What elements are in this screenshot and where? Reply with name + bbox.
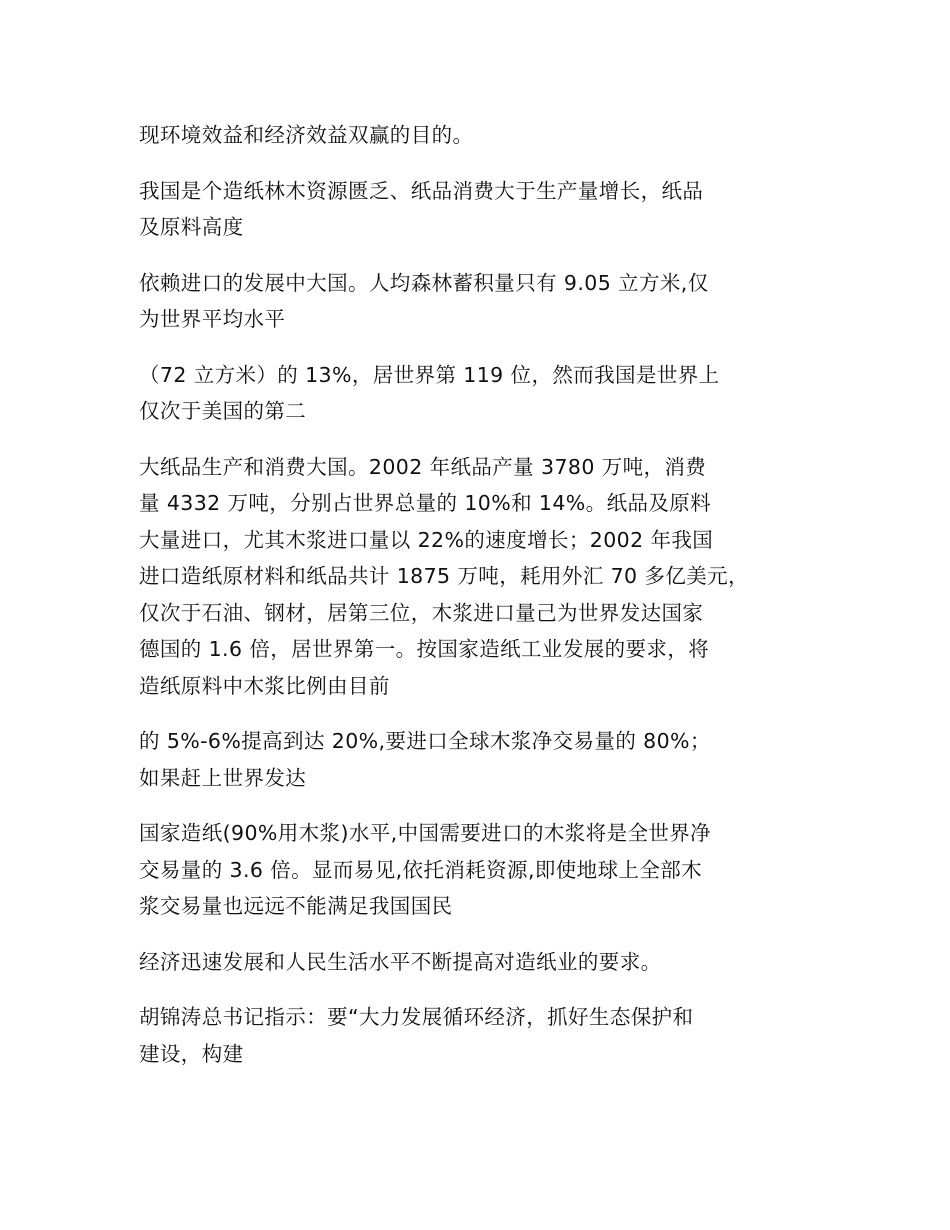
text-line: 国家造纸(90%用木浆)水平,中国需要进口的木浆将是全世界净 [139, 821, 712, 845]
text-line: 大量进口，尤其木浆进口量以 22%的速度增长；2002 年我国 [139, 527, 714, 552]
paragraph-2 [139, 173, 839, 246]
text-line: 建设，构建 [139, 1041, 244, 1066]
text-line: 量 4332 万吨，分别占世界总量的 10%和 14%。纸品及原料 [139, 491, 712, 515]
text-line: 如果赶上世界发达 [139, 765, 307, 790]
text-line: 浆交易量也远远不能满足我国国民 [139, 894, 453, 918]
text-line: 为世界平均水平 [139, 307, 286, 331]
text-line: 胡锦涛总书记指示：要“大力发展循环经济，抓好生态保护和 [139, 1005, 694, 1029]
paragraph-7 [139, 815, 839, 925]
text-line: 进口造纸原材料和纸品共计 1875 万吨，耗用外汇 70 多亿美元， [139, 564, 749, 588]
text-line: 仅次于美国的第二 [139, 399, 307, 423]
text-line: 造纸原料中木浆比例由目前 [139, 673, 390, 698]
paragraph-6 [139, 723, 839, 796]
text-line: 及原料高度 [139, 215, 244, 239]
text-line: 仅次于石油、钢材，居第三位，木浆进口量己为世界发达国家 [139, 600, 704, 625]
paragraph-8 [139, 944, 839, 981]
paragraph-3 [139, 265, 839, 338]
text-line: 德国的 1.6 倍，居世界第一。按国家造纸工业发展的要求，将 [139, 637, 710, 661]
paragraph-5 [139, 449, 839, 705]
paragraph-9 [139, 999, 839, 1072]
text-line: （72 立方米）的 13%，居世界第 119 位，然而我国是世界上 [139, 362, 720, 387]
paragraph-4 [139, 357, 839, 430]
text-line: 依赖进口的发展中大国。人均森林蓄积量只有 9.05 立方米,仅 [139, 270, 709, 295]
paragraph-1 [139, 117, 839, 154]
document-body [139, 117, 839, 1091]
text-line: 的 5%-6%提高到达 20%,要进口全球木浆净交易量的 80%； [139, 729, 711, 753]
text-line: 大纸品生产和消费大国。2002 年纸品产量 3780 万吨，消费 [139, 454, 707, 479]
text-line: 交易量的 3.6 倍。显而易见,依托消耗资源,即使地球上全部木 [139, 857, 703, 882]
text-line: 我国是个造纸林木资源匮乏、纸品消费大于生产量增长，纸品 [139, 178, 704, 203]
text-line: 现环境效益和经济效益双赢的目的。 [139, 123, 474, 147]
text-line: 经济迅速发展和人民生活水平不断提高对造纸业的要求。 [139, 949, 662, 974]
